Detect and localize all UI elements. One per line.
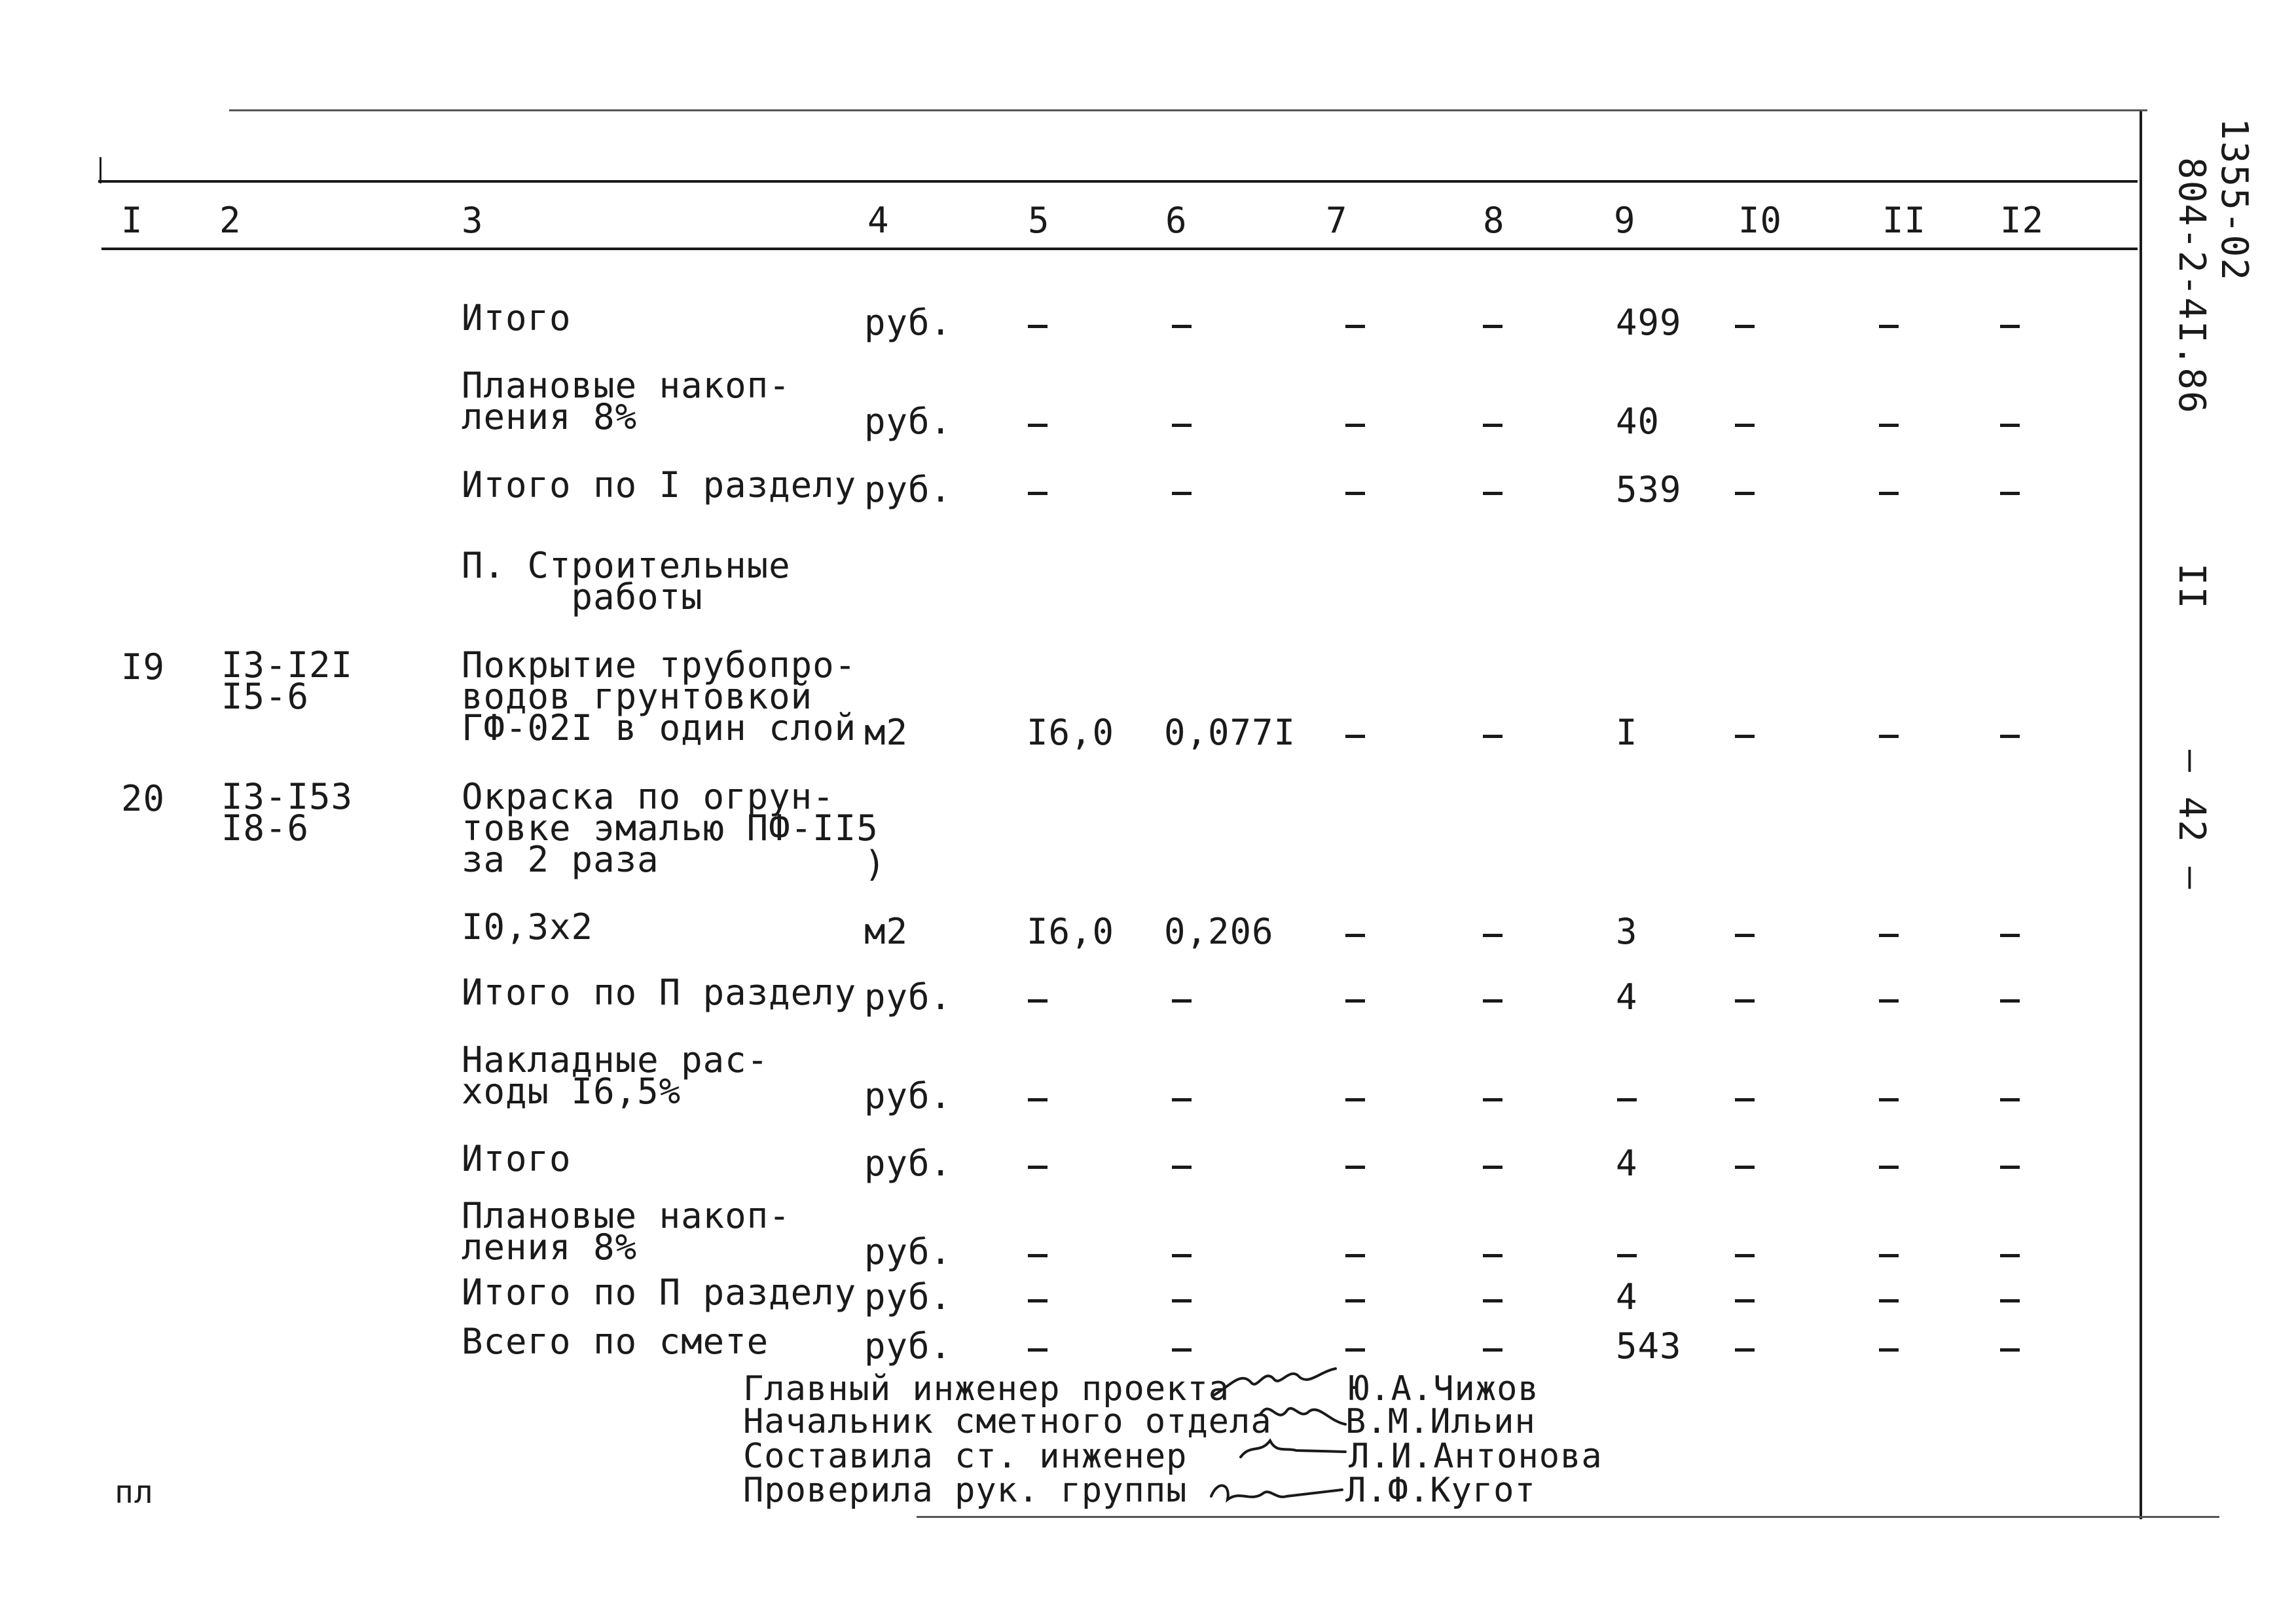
work-name: Накладные рас- ходы I6,5% [462,1039,769,1112]
empty-cell-dash [1483,424,1503,427]
empty-cell-dash [2000,1254,2020,1257]
signature-name: В.М.Ильин [1345,1402,1536,1441]
empty-cell-dash [1345,1348,1365,1352]
col-header: 7 [1326,200,1348,241]
cell-c9: 40 [1616,401,1660,442]
work-name: Итого по I разделу [462,464,857,506]
empty-cell-dash [1345,735,1365,738]
empty-cell-dash [1735,1166,1755,1169]
work-name: Покрытие трубопро- водов грунтовкой ГФ-02I в один слой [462,644,857,748]
cell-c6: 0,077I [1164,712,1296,753]
empty-cell-dash [1483,1299,1503,1302]
unit: руб. [864,976,953,1018]
empty-cell-dash [1483,934,1503,937]
col-header: I [121,200,143,241]
signature-name: Ю.А.Чижов [1349,1369,1539,1409]
empty-cell-dash [1028,1166,1048,1169]
empty-cell-dash [1483,1166,1503,1169]
empty-cell-dash [1879,492,1899,495]
cell-c9: 539 [1616,469,1682,510]
col-header: 2 [219,200,242,241]
empty-cell-dash [1345,934,1365,937]
work-name: Всего по смете [462,1321,769,1362]
empty-cell-dash [1879,424,1899,427]
unit: руб. [864,302,953,343]
empty-cell-dash [1879,1166,1899,1169]
unit: руб. [864,1143,953,1184]
cell-c9: 4 [1616,1143,1638,1184]
col-header: 8 [1483,200,1505,241]
unit: м2 [864,712,909,753]
empty-cell-dash [1735,999,1755,1003]
cell-c9: 3 [1616,911,1638,952]
col-header: 4 [867,200,890,241]
empty-cell-dash [1483,1254,1503,1257]
empty-cell-dash [1879,1098,1899,1101]
cell-c9: I [1616,712,1638,753]
header-bottom-rule [101,248,2138,250]
col-header: 6 [1165,200,1188,241]
empty-cell-dash [1172,1166,1192,1169]
empty-cell-dash [1483,325,1503,328]
empty-cell-dash [2000,1166,2020,1169]
empty-cell-dash [1345,1098,1365,1101]
empty-cell-dash [1879,735,1899,738]
empty-cell-dash [1879,999,1899,1003]
side-page-number: — 42 — [2170,750,2213,891]
empty-cell-dash [1345,1166,1365,1169]
row-number: I9 [121,646,166,688]
top-faint-rule [229,109,2147,111]
bottom-rule [917,1516,2219,1518]
cell-c9: 4 [1616,1276,1638,1318]
left-tick [100,157,101,183]
empty-cell-dash [1172,1348,1192,1352]
col-header: 3 [462,200,484,241]
empty-cell-dash [1483,999,1503,1003]
col-header: II [1882,200,1927,241]
handwritten-signature-antonova [1237,1431,1349,1467]
norm-code: I3-I2I I5-6 [221,644,354,717]
empty-cell-dash [1172,424,1192,427]
empty-cell-dash [1735,1254,1755,1257]
col-header: 9 [1614,200,1636,241]
unit: ) [864,843,886,885]
empty-cell-dash [1617,1254,1637,1257]
empty-cell-dash [2000,934,2020,937]
empty-cell-dash [1735,424,1755,427]
signature-role: Начальник сметного отдела [743,1402,1272,1441]
empty-cell-dash [1735,1299,1755,1302]
unit: м2 [864,911,909,952]
header-top-rule [98,180,2138,183]
cell-c5: I6,0 [1027,712,1115,753]
empty-cell-dash [1617,1098,1637,1101]
empty-cell-dash [1345,1254,1365,1257]
work-name: Итого [462,297,572,339]
work-name: I0,3x2 [462,906,594,948]
unit: руб. [864,401,953,442]
unit: руб. [864,1231,953,1272]
empty-cell-dash [1172,1098,1192,1101]
unit: руб. [864,469,953,510]
empty-cell-dash [1172,1299,1192,1302]
empty-cell-dash [1028,424,1048,427]
signature-name: Л.Ф.Кугот [1345,1471,1536,1510]
work-name: Окраска по огрун- товке эмалью ПФ-II5 за 2 раза [462,776,879,880]
right-border [2140,111,2142,1519]
empty-cell-dash [1172,492,1192,495]
col-header: I0 [1738,200,1783,241]
col-header: I2 [2000,200,2045,241]
empty-cell-dash [1735,325,1755,328]
empty-cell-dash [1879,1299,1899,1302]
signature-role: Главный инженер проекта [743,1369,1230,1409]
side-section: II [2170,563,2213,610]
empty-cell-dash [1735,735,1755,738]
col-header: 5 [1028,200,1050,241]
empty-cell-dash [1879,325,1899,328]
empty-cell-dash [1735,1348,1755,1352]
empty-cell-dash [1345,492,1365,495]
cell-c6: 0,206 [1164,911,1274,952]
empty-cell-dash [1735,1098,1755,1101]
empty-cell-dash [1483,1098,1503,1101]
empty-cell-dash [1172,999,1192,1003]
unit: руб. [864,1325,953,1367]
empty-cell-dash [2000,424,2020,427]
empty-cell-dash [1345,999,1365,1003]
empty-cell-dash [1172,325,1192,328]
side-doc-number: 804-2-4I.86 [2170,157,2213,415]
empty-cell-dash [1879,1254,1899,1257]
work-name: Итого по П разделу [462,972,857,1013]
work-name: П. Строительные работы [462,545,791,618]
signature-role: Проверила рук. группы [743,1471,1188,1510]
empty-cell-dash [2000,999,2020,1003]
empty-cell-dash [1483,492,1503,495]
unit: руб. [864,1276,953,1318]
empty-cell-dash [1028,999,1048,1003]
empty-cell-dash [2000,1348,2020,1352]
empty-cell-dash [1483,1348,1503,1352]
work-name: Плановые накоп- ления 8% [462,365,791,437]
empty-cell-dash [2000,1098,2020,1101]
empty-cell-dash [2000,735,2020,738]
empty-cell-dash [2000,325,2020,328]
norm-code: I3-I53 I8-6 [221,776,354,849]
empty-cell-dash [1172,1254,1192,1257]
empty-cell-dash [1028,325,1048,328]
work-name: Плановые накоп- ления 8% [462,1195,791,1268]
empty-cell-dash [1483,735,1503,738]
empty-cell-dash [1028,492,1048,495]
footer-mark: пл [115,1474,154,1511]
unit: руб. [864,1075,953,1116]
row-number: 20 [121,778,166,819]
handwritten-signature-kugot [1205,1470,1349,1513]
empty-cell-dash [1028,1299,1048,1302]
empty-cell-dash [1879,1348,1899,1352]
empty-cell-dash [1735,934,1755,937]
empty-cell-dash [1028,1098,1048,1101]
empty-cell-dash [1345,325,1365,328]
work-name: Итого по П разделу [462,1272,857,1313]
cell-c5: I6,0 [1027,911,1115,952]
empty-cell-dash [1345,424,1365,427]
empty-cell-dash [1028,1348,1048,1352]
signature-role: Составила ст. инженер [743,1437,1188,1476]
empty-cell-dash [1735,492,1755,495]
empty-cell-dash [2000,492,2020,495]
empty-cell-dash [2000,1299,2020,1302]
work-name: Итого [462,1138,572,1179]
empty-cell-dash [1028,1254,1048,1257]
cell-c9: 4 [1616,976,1638,1018]
signature-name: Л.И.Антонова [1349,1437,1603,1476]
side-code: 1355-02 [2213,118,2255,282]
empty-cell-dash [1879,934,1899,937]
cell-c9: 543 [1616,1325,1682,1367]
empty-cell-dash [1345,1299,1365,1302]
cell-c9: 499 [1616,302,1682,343]
